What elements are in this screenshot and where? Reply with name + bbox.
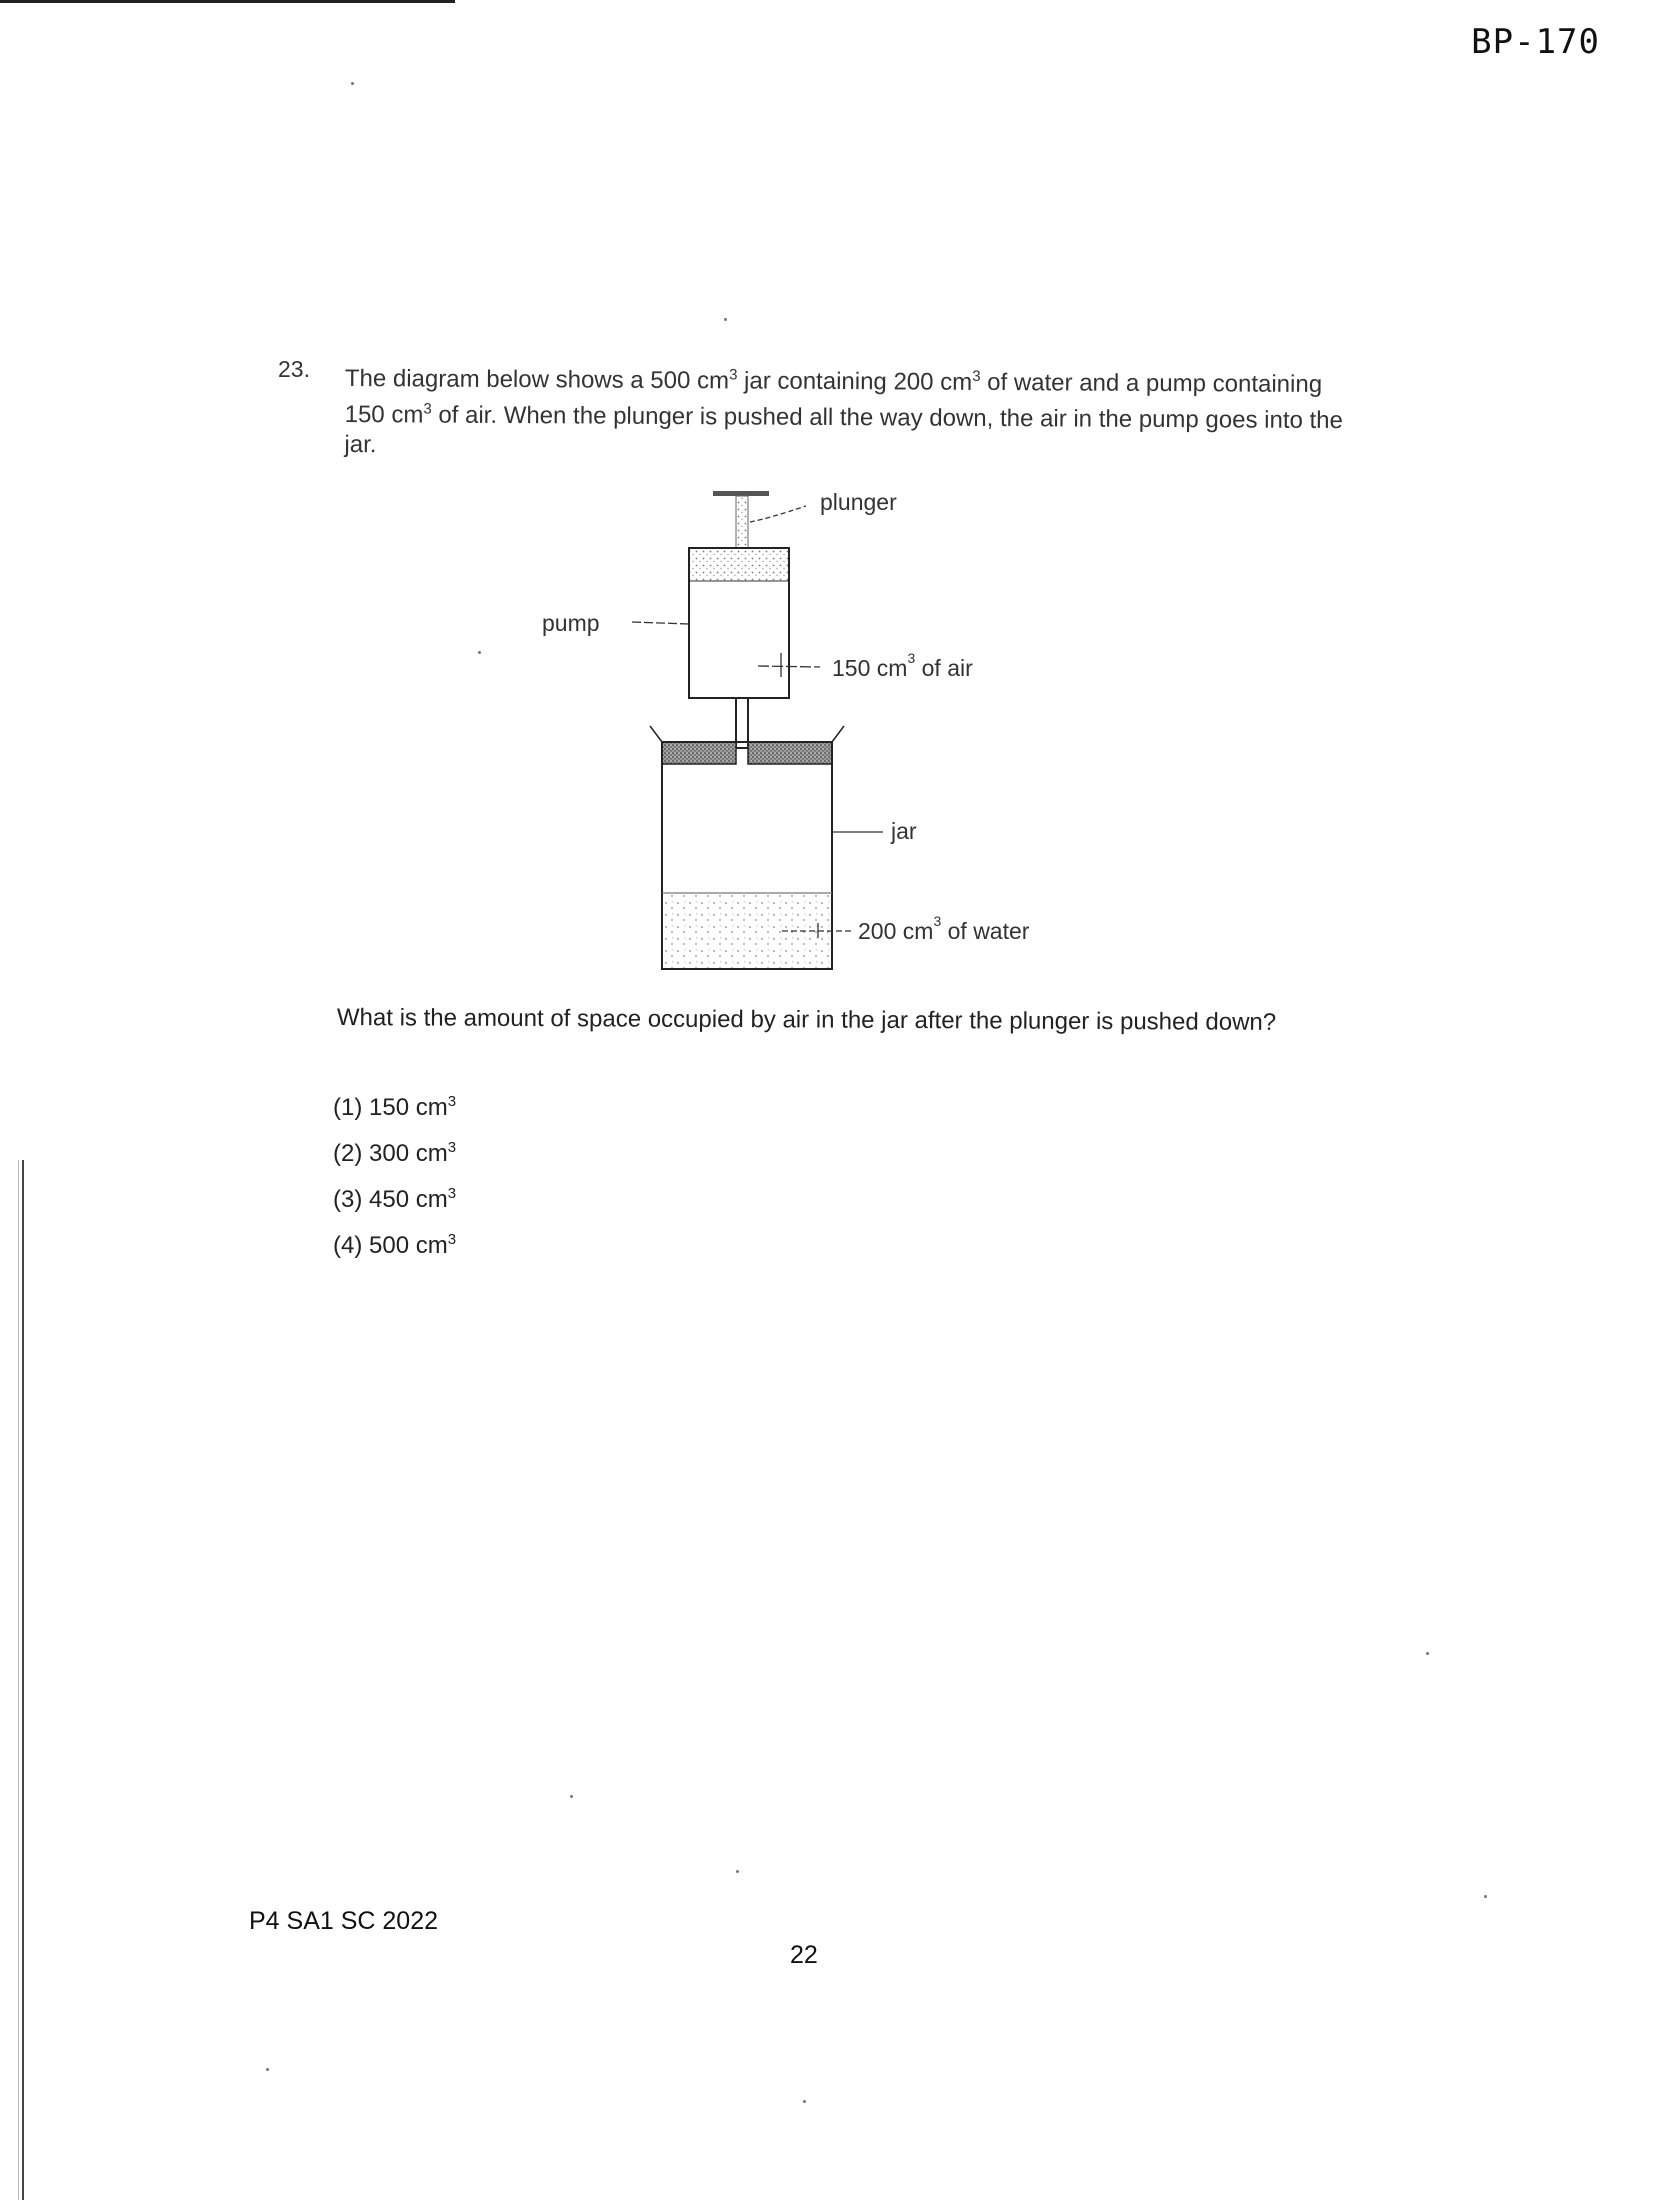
scan-speck [478,651,481,654]
question-text-part: jar containing 200 cm [737,367,973,396]
superscript: 3 [447,1231,457,1248]
page-code: BP-170 [1471,22,1600,62]
answer-option[interactable] [333,1179,456,1225]
scan-speck [1484,1895,1487,1898]
superscript: 3 [972,367,981,385]
paper-code: P4 SA1 SC 2022 [249,1907,439,1935]
question-prompt: What is the amount of space occupied by air in the jar after the plunger is pushed down? [336,1004,1277,1036]
scan-edge-line [22,1160,24,2200]
question-text-part: The diagram below shows a 500 cm [344,364,730,395]
question-text [344,358,1345,466]
label-water-tail: of water [941,918,1030,944]
scan-edge-line [18,1160,19,2200]
superscript: 3 [729,366,738,384]
label-air-value: 150 cm [832,655,908,681]
pump-jar-diagram [520,480,1120,980]
answer-option[interactable] [333,1087,456,1133]
scan-speck [266,2068,269,2071]
scan-speck [570,1795,573,1798]
superscript: 3 [423,400,432,418]
superscript: 3 [447,1185,457,1202]
label-air [832,650,973,681]
scan-speck [736,1870,739,1873]
answer-options [333,1087,456,1271]
superscript: 3 [933,913,942,929]
option-label: (1) 150 cm [333,1094,448,1121]
superscript: 3 [447,1139,457,1156]
label-water-value: 200 cm [858,918,934,944]
label-pump: pump [542,610,600,636]
scan-speck [803,2100,806,2103]
answer-option[interactable] [333,1225,456,1271]
answer-option[interactable] [333,1133,456,1179]
option-label: (4) 500 cm [333,1232,448,1259]
scan-speck [724,318,727,321]
question-number: 23. [278,356,310,382]
label-air-tail: of air [915,655,973,681]
label-jar: jar [891,818,917,844]
option-label: (3) 450 cm [333,1186,448,1213]
pump-cylinder [689,548,789,748]
jar [650,726,844,969]
page-number: 22 [790,1941,818,1969]
superscript: 3 [907,650,916,666]
superscript: 3 [447,1093,457,1110]
question-text-part: of air. When the plunger is pushed all the way down, the air in the pump goes into the jar. [344,401,1343,459]
scan-speck [1426,1652,1429,1655]
option-label: (2) 300 cm [333,1140,448,1167]
question-text-part: of water and a pump containing 150 cm [344,368,1323,429]
scan-speck [351,82,354,85]
label-plunger: plunger [820,489,897,515]
label-water [858,913,1030,944]
top-rule [0,0,455,3]
